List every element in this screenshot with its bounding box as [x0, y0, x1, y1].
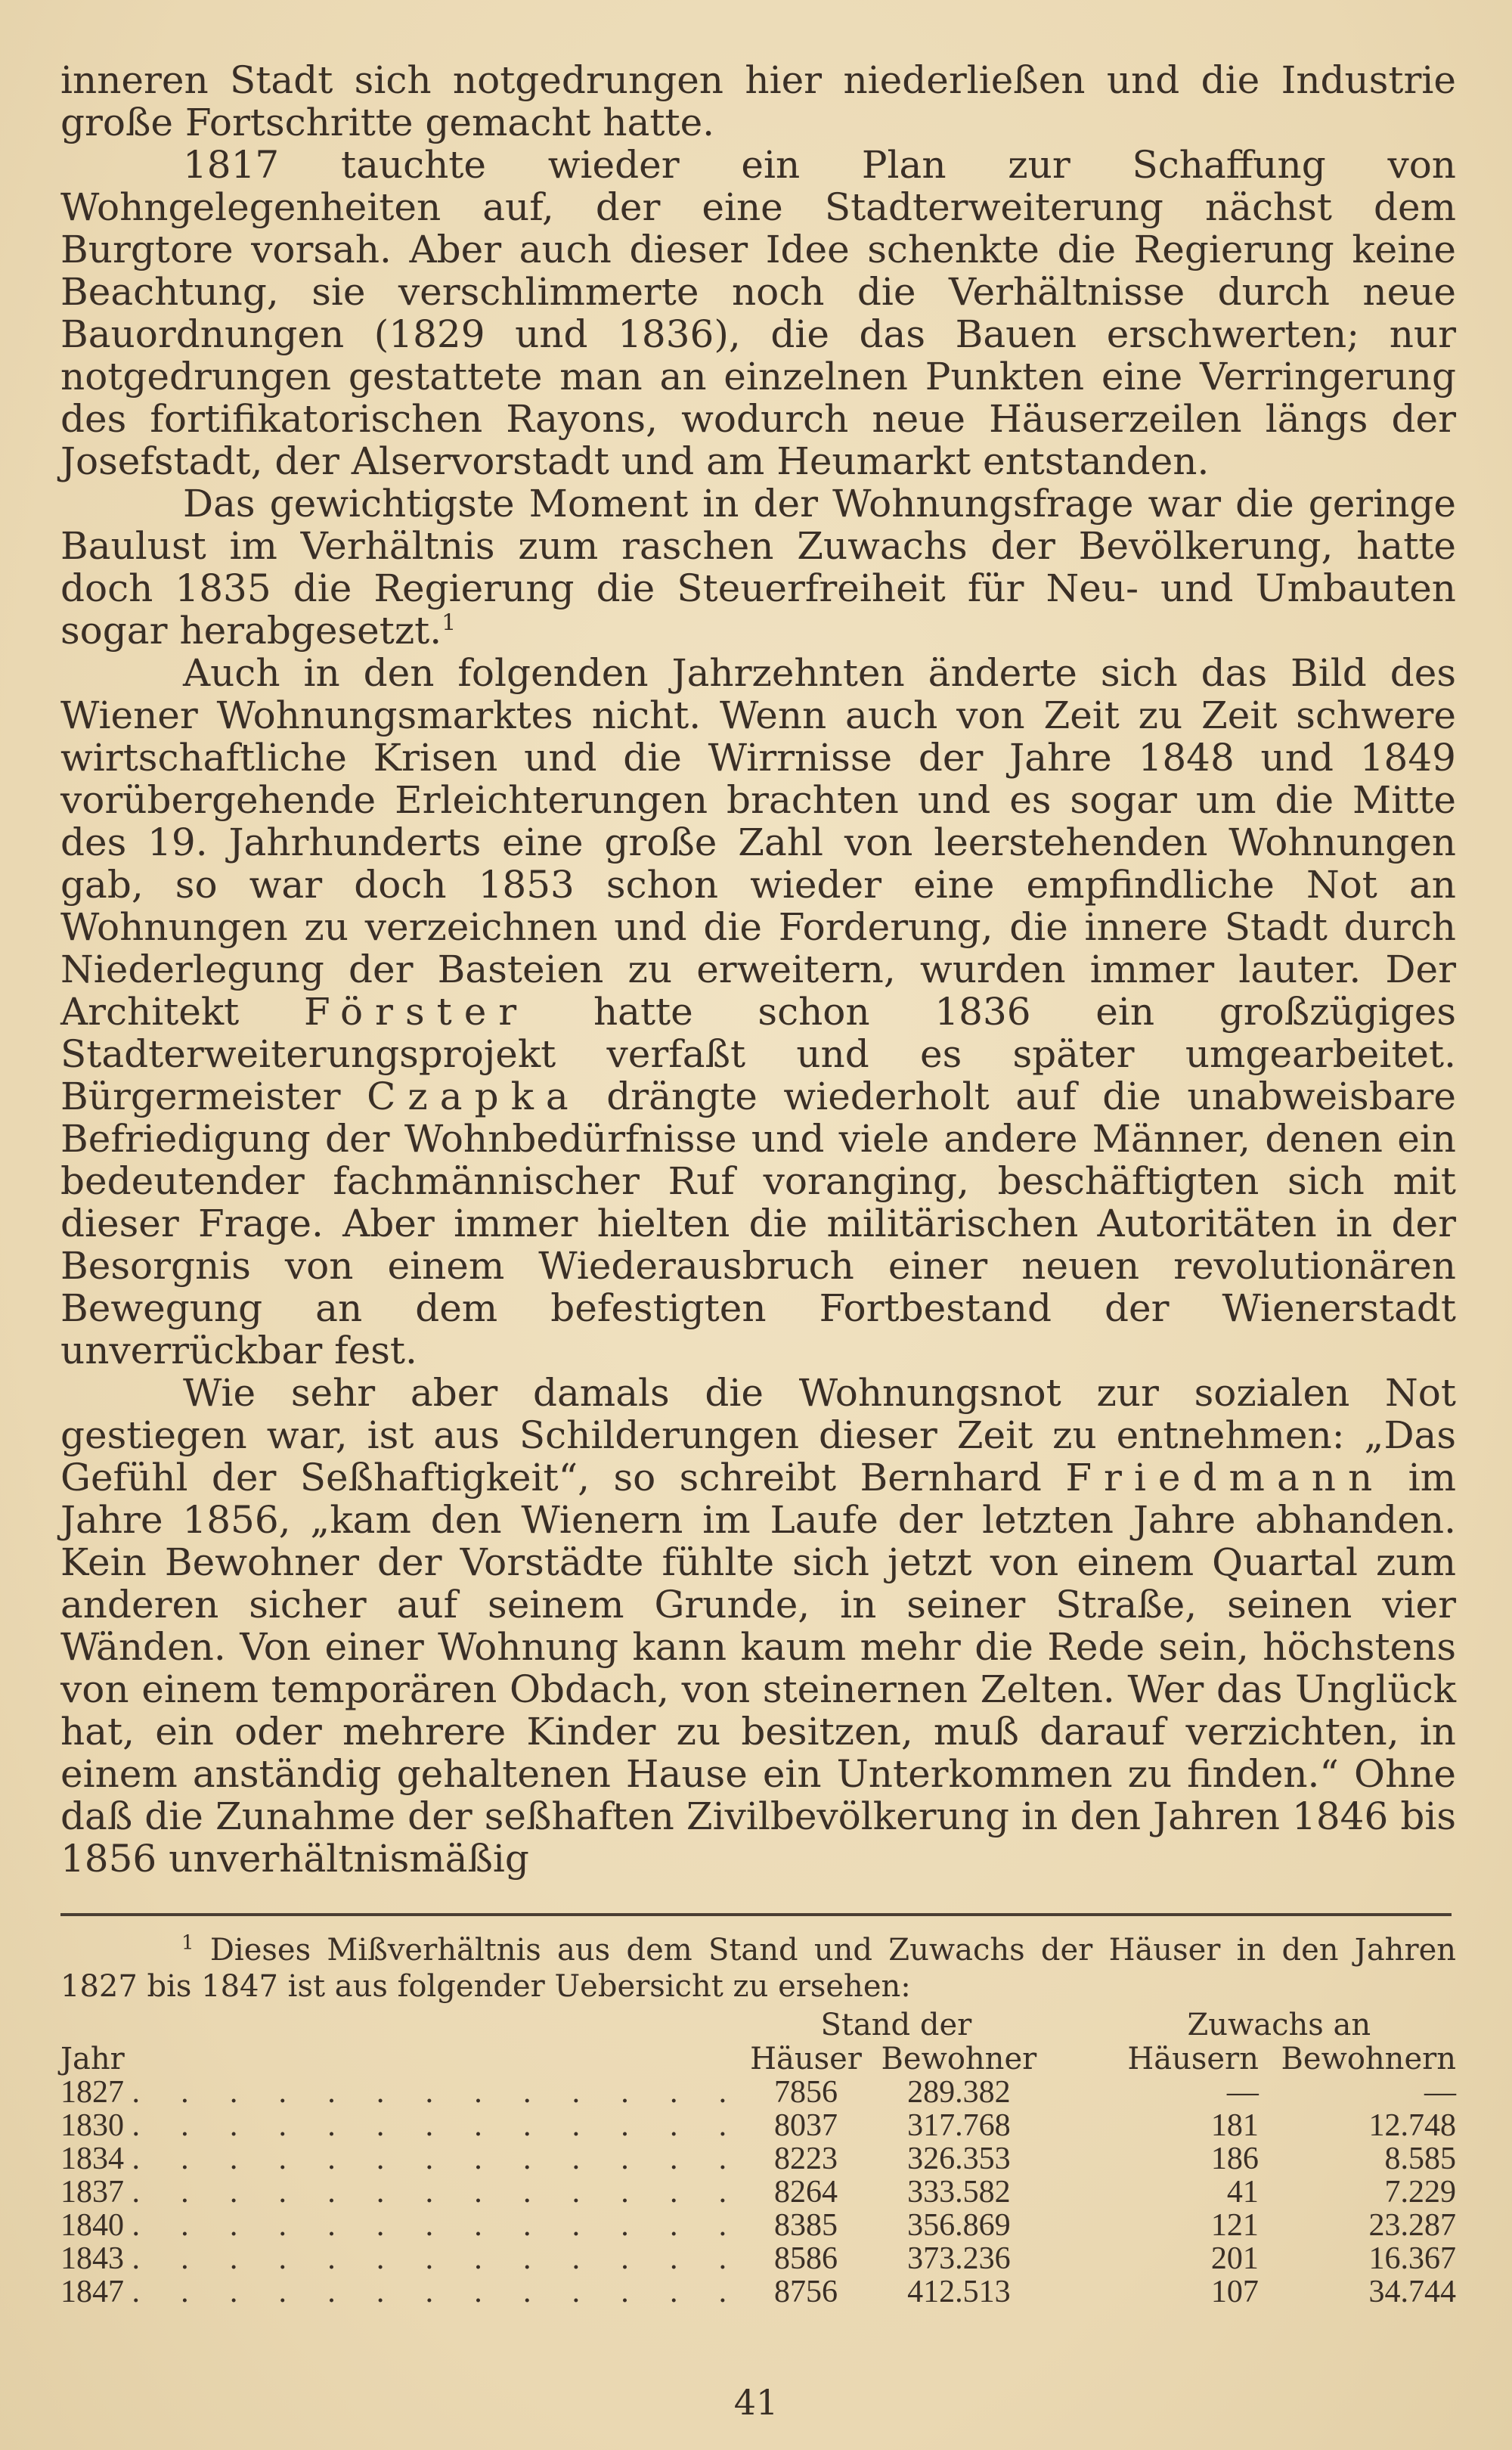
footnote-body: Dieses Mißverhältnis aus dem Stand und Zuwachs der Häuser in den Jahren 1827 bis 1847 ist aus folgender Uebersicht zu ersehen: [60, 1933, 1457, 2004]
row-year-cell [60, 2109, 743, 2142]
paragraph-continuation: inneren Stadt sich notgedrungen hier niederließen und die Industrie große Fortschritte gemacht hatte. [60, 58, 1456, 144]
dot-leader: . . . . . . . . . . . . . [132, 2175, 743, 2210]
paragraph-text-part: drängte wiederholt auf die unabweisbare Befriedigung der Wohnbedürfnisse und viele andere Männer, denen ein bedeutender fachmännischer Ruf voranging, beschäftigten sich mit dieser Frage. Aber immer hielten die militärischen Autoritäten in der Besorgnis von einem Wiederausbruch einer neuen revolutionären Bewegung an dem befestigten Fortbestand der Wienerstadt unverrückbar fest. [60, 1075, 1456, 1372]
dot-leader: . . . . . . . . . . . . . [132, 2241, 743, 2276]
footnote-text [60, 1932, 1456, 2005]
cell-bewohner: 356.869 [907, 2208, 1011, 2243]
col-header-zuwachs-bewohnern: Bewohnern [1281, 2042, 1456, 2076]
cell-jahr: 1840 [60, 2208, 124, 2243]
dot-leader: . . . . . . . . . . . . . [132, 2208, 743, 2243]
cell-jahr: 1834 [60, 2141, 124, 2176]
group-header-zuwachs: Zuwachs an [1187, 2008, 1371, 2042]
cell-zuwachs-bewohner: — [1424, 2075, 1456, 2110]
cell-zuwachs-haeuser: 181 [1210, 2108, 1259, 2143]
cell-bewohner: 317.768 [907, 2108, 1011, 2143]
housing-statistics-table [60, 2008, 1456, 2309]
cell-bewohner: 373.236 [907, 2241, 1011, 2276]
table-row [60, 2142, 1456, 2176]
row-year-cell [60, 2176, 743, 2209]
paragraph-1817-plan: 1817 tauchte wieder ein Plan zur Schaffung von Wohngelegenheiten auf, der eine Stadterweiterung nächst dem Burgtore vorsah. Aber auch dieser Idee schenkte die Regierung keine Beachtung, sie verschlimmerte noch die Verhältnisse durch neue Bauordnungen (1829 und 1836), die das Bauen erschwerten; nur notgedrungen gestattete man an einzelnen Punkten eine Verringerung des fortifikatorischen Rayons, wodurch neue Häuserzeilen längs der Josefstadt, der Alservorstadt und am Heumarkt entstanden. [60, 143, 1456, 483]
col-header-zuwachs-haeusern: Häusern [1127, 2042, 1259, 2076]
dot-leader: . . . . . . . . . . . . . [132, 2141, 743, 2176]
main-text [60, 59, 1456, 1880]
dot-leader: . . . . . . . . . . . . . [132, 2075, 743, 2110]
row-year-cell [60, 2142, 743, 2176]
cell-haeuser: 8756 [774, 2275, 838, 2309]
table-row [60, 2176, 1456, 2209]
table-row [60, 2242, 1456, 2275]
cell-zuwachs-haeuser: 41 [1226, 2175, 1259, 2210]
cell-jahr: 1837 [60, 2175, 124, 2210]
cell-zuwachs-haeuser: 107 [1210, 2275, 1259, 2309]
col-header-haeuser: Häuser [750, 2042, 862, 2076]
cell-haeuser: 8264 [774, 2175, 838, 2210]
cell-jahr: 1827 [60, 2075, 124, 2110]
table-group-header [60, 2008, 1456, 2042]
footnote [60, 1932, 1456, 2309]
cell-zuwachs-haeuser: — [1226, 2075, 1259, 2110]
person-name-friedmann: Friedmann [1065, 1456, 1385, 1499]
dot-leader: . . . . . . . . . . . . . [132, 2275, 743, 2309]
cell-bewohner: 326.353 [907, 2141, 1011, 2176]
cell-haeuser: 8385 [774, 2208, 838, 2243]
cell-haeuser: 8223 [774, 2141, 838, 2176]
row-year-cell [60, 2275, 743, 2309]
table-row [60, 2275, 1456, 2309]
paragraph-wohnungsmarkt [60, 652, 1456, 1372]
footnote-reference[interactable]: 1 [442, 609, 457, 637]
paragraph-text-part: Auch in den folgenden Jahrzehnten änderte sich das Bild des Wiener Wohnungsmarktes nicht. Wenn auch von Zeit zu Zeit schwere wirtschaftliche Krisen und die Wirrnisse der Jahre 1848 und 1849 vorübergehende Erleichterungen brachten und es sogar um die Mitte des 19. Jahrhunderts eine große Zahl von leerstehenden Wohnungen gab, so war doch 1853 schon wieder eine empfindliche Not an Wohnungen zu verzeichnen und die Forderung, die innere Stadt durch Niederlegung der Basteien zu erweitern, wurden immer lauter. Der Architekt [60, 651, 1456, 1034]
col-header-bewohner: Bewohner [881, 2042, 1037, 2076]
cell-bewohner: 412.513 [907, 2275, 1011, 2309]
table-row [60, 2109, 1456, 2142]
cell-zuwachs-bewohner: 16.367 [1368, 2241, 1456, 2276]
paragraph-baulust-text: Das gewichtigste Moment in der Wohnungsfrage war die geringe Baulust im Verhältnis zum raschen Zuwachs der Bevölkerung, hatte doch 1835 die Regierung die Steuerfreiheit für Neu- und Umbauten sogar herabgesetzt. [60, 482, 1456, 653]
cell-zuwachs-bewohner: 8.585 [1384, 2141, 1456, 2176]
cell-haeuser: 7856 [774, 2075, 838, 2110]
cell-zuwachs-bewohner: 7.229 [1384, 2175, 1456, 2210]
table-column-header [60, 2042, 1456, 2076]
cell-bewohner: 333.582 [907, 2175, 1011, 2210]
paragraph-baulust [60, 482, 1456, 652]
group-header-stand: Stand der [820, 2008, 972, 2042]
paragraph-text-part: im Jahre 1856, „kam den Wienern im Laufe der letzten Jahre abhanden. Kein Bewohner der Vorstädte fühlte sich jetzt von einem Quartal zum anderen sicher auf seinem Grunde, in seiner Straße, seinen vier Wänden. Von einer Wohnung kann kaum mehr die Rede sein, höchstens von einem temporären Obdach, von steinernen Zelten. Wer das Unglück hat, ein oder mehrere Kinder zu besitzen, muß darauf verzichten, in einem anständig gehaltenen Hause ein Unterkommen zu finden.“ Ohne daß die Zunahme der seßhaften Zivilbevölkerung in den Jahren 1846 bis 1856 unverhältnismäßig [60, 1456, 1456, 1881]
cell-zuwachs-haeuser: 201 [1210, 2241, 1259, 2276]
cell-jahr: 1830 [60, 2108, 124, 2143]
row-year-cell [60, 2242, 743, 2275]
cell-zuwachs-haeuser: 186 [1210, 2141, 1259, 2176]
person-name-czapka: Czapka [367, 1075, 581, 1118]
row-year-cell [60, 2076, 743, 2109]
table-row [60, 2209, 1456, 2242]
cell-zuwachs-bewohner: 34.744 [1368, 2275, 1456, 2309]
paragraph-wohnungsnot [60, 1372, 1456, 1880]
cell-haeuser: 8586 [774, 2241, 838, 2276]
cell-jahr: 1847 [60, 2275, 124, 2309]
cell-zuwachs-bewohner: 23.287 [1368, 2208, 1456, 2243]
footnote-marker: 1 [181, 1931, 194, 1955]
cell-bewohner: 289.382 [907, 2075, 1011, 2110]
paragraph-text-part: Wie sehr aber damals die Wohnungsnot zur sozialen Not gestiegen war, ist aus Schilderungen dieser Zeit zu entnehmen: „Das Gefühl der Seßhaftigkeit“, so schreibt Bernhard [60, 1371, 1456, 1499]
col-header-jahr: Jahr [60, 2042, 125, 2076]
page-number: 41 [733, 2382, 779, 2423]
paragraph-text-part: hatte schon 1836 ein großzügiges Stadterweiterungsprojekt verfaßt und es später umgearbeitet. Bürgermeister [60, 990, 1456, 1118]
cell-zuwachs-haeuser: 121 [1210, 2208, 1259, 2243]
table-row [60, 2076, 1456, 2109]
row-year-cell [60, 2209, 743, 2242]
cell-jahr: 1843 [60, 2241, 124, 2276]
cell-haeuser: 8037 [774, 2108, 838, 2143]
person-name-foerster: Förster [304, 990, 529, 1034]
footnote-divider [60, 1913, 1452, 1916]
dot-leader: . . . . . . . . . . . . . [132, 2108, 743, 2143]
cell-zuwachs-bewohner: 12.748 [1368, 2108, 1456, 2143]
